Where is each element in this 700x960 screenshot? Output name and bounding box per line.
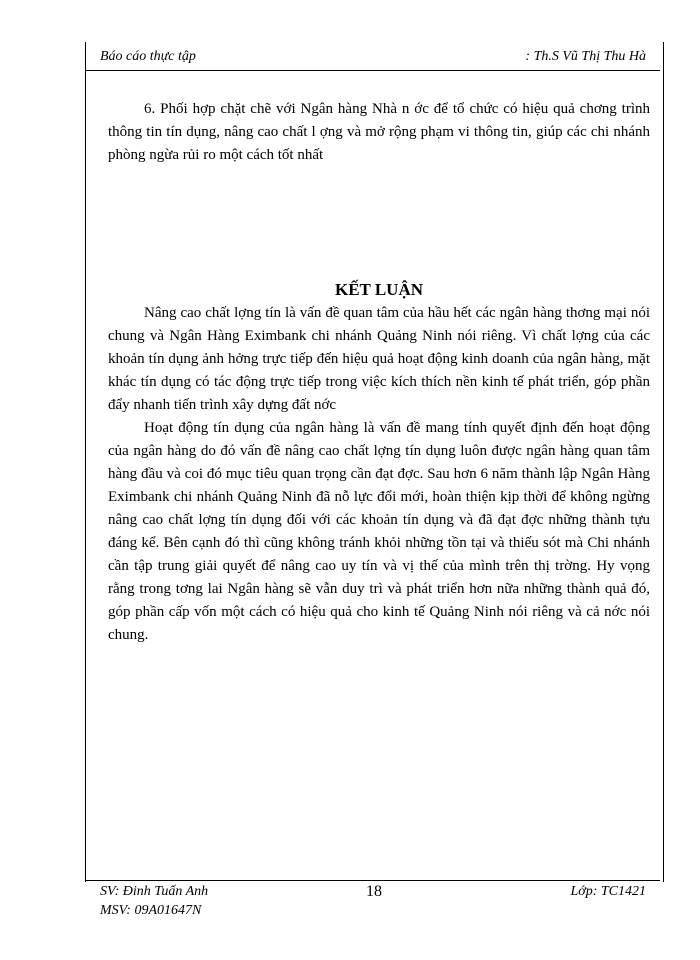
document-body — [108, 98, 650, 647]
footer-class: Lớp: TC1421 — [570, 884, 646, 899]
page-number: 18 — [366, 883, 382, 900]
header-report-title: Báo cáo thực tập — [100, 49, 196, 64]
conclusion-paragraph-1: Nâng cao chất lợng tín là vấn đề quan tâm của hầu hết các ngân hàng thơng mại nói chung và Ngân Hàng Eximbank chi nhánh Quảng Ninh nói riêng. Vì chất lợng của các khoản tín dụng ảnh hởng trực tiếp đến hiệu quả hoạt động kinh doanh của ngân hàng, mặt khác tín dụng có tác động trực tiếp trong việc kích thích nền kinh tế phát triển, góp phần đẩy nhanh tiến trình xây dựng đất nớc — [108, 305, 650, 413]
conclusion-paragraph-2: Hoạt động tín dụng của ngân hàng là vấn đề mang tính quyết định đến hoạt động của ngân hàng do đó vấn đề nâng cao chất lợng tín dụng luôn được ngân hàng quan tâm hàng đầu và coi đó mục tiêu quan trọng cần đạt đợc. Sau hơn 6 năm thành lập Ngân Hàng Eximbank chi nhánh Quảng Ninh đã nỗ lực đổi mới, hoàn thiện kịp thời để không ngừng nâng cao chất lợng tín dụng đối với các khoản tín dụng và đã đạt đợc những thành tựu đáng kể. Bên cạnh đó thì cũng không tránh khỏi những tồn tại và thiếu sót mà Chi nhánh cần tập trung giải quyết để nâng cao uy tín và vị thế của mình trên thị trờng. Hy vọng rằng trong tơng lai Ngân hàng sẽ vẫn duy trì và phát triển hơn nữa những thành quả đó, góp phần cấp vốn một cách có hiệu quả cho kinh tế Quảng Ninh nói riêng và cả nớc nói chung. — [108, 420, 650, 643]
section-title: KẾT LUẬN — [334, 280, 423, 299]
footer-student-name: SV: Đinh Tuấn Anh — [100, 884, 209, 899]
footer-student-id: MSV: 09A01647N — [100, 903, 202, 918]
page-footer — [86, 880, 660, 925]
recommendation-item-6: 6. Phối hợp chặt chẽ với Ngân hàng Nhà n ớc để tổ chức có hiệu quả chơng trình thông tin tín dụng, nâng cao chất l ợng và mở rộng phạm vi thông tin, giúp các chi nhánh phòng ngừa rủi ro một cách tốt nhất — [108, 101, 650, 163]
header-supervisor: : Th.S Vũ Thị Thu Hà — [525, 49, 646, 64]
page-header — [86, 44, 660, 71]
